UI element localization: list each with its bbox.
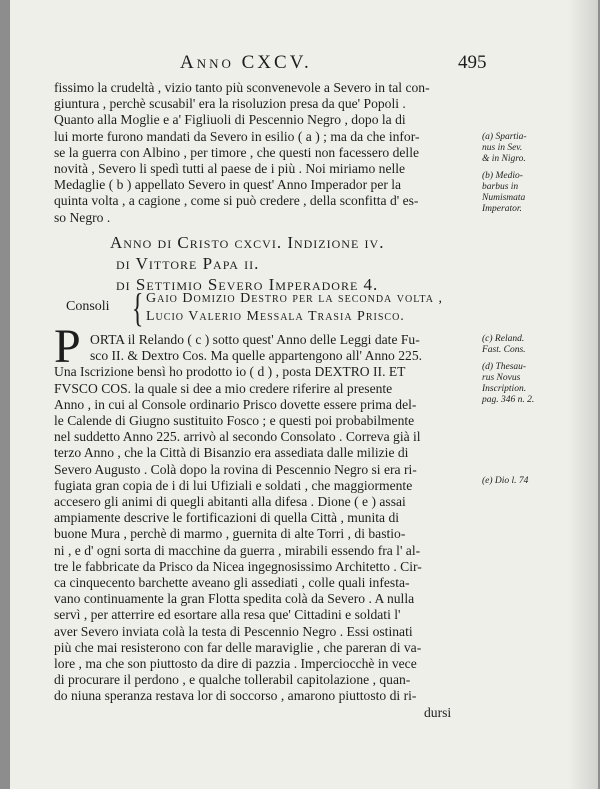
heading-line: Anno di Cristo cxcvi. Indizione iv. bbox=[110, 233, 385, 252]
main-paragraph bbox=[54, 332, 474, 721]
text-line: sco II. & Dextro Cos. Ma quelle appartengono all' Anno 225. bbox=[90, 348, 423, 364]
text-line: vano continuamente la gran Flotta spedita colà da Severo . A nulla bbox=[54, 591, 415, 607]
text-line: ORTA il Relando ( c ) sotto quest' Anno delle Leggi date Fu- bbox=[90, 332, 420, 347]
text-line: di procurare il perdono , e qualche tollerabil capitolazione , quan- bbox=[54, 672, 411, 688]
text-line: novità , Severo li spedì tutti al paese de i più . Noi miriamo nelle bbox=[54, 161, 406, 177]
drop-cap: P bbox=[54, 320, 81, 373]
margin-note: nus in Sev. bbox=[482, 143, 523, 153]
text-line: giuntura , perchè scusabil' era la risoluzion presa da que' Popoli . bbox=[54, 96, 406, 112]
text-line: Anno , in cui al Console ordinario Prisco dovette essere prima del- bbox=[54, 396, 417, 412]
book-page bbox=[10, 0, 598, 789]
heading-line: di Settimio Severo Imperadore 4. bbox=[116, 275, 379, 294]
text-line: lui morte furono mandati da Severo in esilio ( a ) ; ma da che infor- bbox=[54, 128, 420, 144]
text-line: buone Mura , perchè di marmo , guernita di alte Torri , di bastio- bbox=[54, 526, 406, 542]
margin-note: pag. 346 n. 2. bbox=[482, 395, 535, 405]
text-line: aver Severo inviata colà la testa di Pescennio Negro . Essi ostinati bbox=[54, 623, 413, 639]
text-line: do niuna speranza restava lor di soccorso , amarono piuttosto di ri- bbox=[54, 688, 417, 704]
text-line: ampiamente descrive le fortificazioni di quella Città , munita di bbox=[54, 510, 400, 526]
margin-note: rus Novus bbox=[482, 373, 521, 383]
margin-note: (b) Medio- bbox=[482, 171, 523, 181]
margin-note: Inscription. bbox=[482, 384, 527, 394]
consul-name: Lucio Valerio Messala Trasia Prisco. bbox=[146, 309, 405, 324]
text-line: Medaglie ( b ) appellato Severo in quest' Anno Imperador per la bbox=[54, 177, 402, 193]
top-paragraph bbox=[54, 80, 474, 226]
text-line: tre le fabbricate da Prisco da Nicea ingegnosissimo Architetto . Cir- bbox=[54, 558, 422, 574]
margin-note: & in Nigro. bbox=[482, 154, 526, 164]
text-line: se la guerra con Albino , per timore , che questi non facessero delle bbox=[54, 144, 420, 160]
consul-name: Gaio Domizio Destro per la seconda volta , bbox=[146, 291, 443, 306]
year-heading bbox=[110, 232, 510, 295]
margin-note: barbus in bbox=[482, 182, 519, 192]
page-edge-shadow bbox=[568, 0, 598, 789]
text-line: dursi bbox=[424, 704, 452, 720]
text-line: accesero gli animi di quegli abitanti alla difesa . Dione ( e ) assai bbox=[54, 494, 406, 510]
text-line: fissimo la crudeltà , vizio tanto più sconvenevole a Severo in tal con- bbox=[54, 80, 430, 95]
margin-note: Imperator. bbox=[482, 204, 522, 214]
brace-symbol: { bbox=[131, 285, 144, 330]
text-line: FVSCO COS. la quale si dee a mio credere riferire al presente bbox=[54, 380, 393, 396]
text-line: più che mai resisterono con far delle maraviglie , che pareran di va- bbox=[54, 639, 422, 655]
margin-note: (c) Reland. bbox=[482, 334, 525, 344]
consul-names bbox=[146, 290, 443, 326]
text-line: lore , ma che son piuttosto da dire di pazzia . Imperciocchè in vece bbox=[54, 656, 417, 672]
page-header bbox=[10, 52, 598, 76]
running-title: Anno CXCV. bbox=[180, 52, 312, 73]
text-line: quinta volta , a cagione , come si può credere , della sconfitta d' es- bbox=[54, 193, 419, 209]
consuls-label: Consoli bbox=[66, 299, 110, 314]
margin-note: Numismata bbox=[482, 193, 526, 203]
margin-note: Fast. Cons. bbox=[482, 345, 526, 355]
text-line: nel suddetto Anno 225. arrivò al secondo Consolato . Correva già il bbox=[54, 429, 421, 445]
text-line: terzo Anno , che la Città di Bisanzio era assediata dalle milizie di bbox=[54, 445, 409, 461]
text-line: Quanto alla Moglie e a' Figliuoli di Pescennio Negro , dopo la di bbox=[54, 112, 406, 128]
text-line: Una Iscrizione bensì ho prodotto io ( d ) , posta DEXTRO II. ET bbox=[54, 364, 406, 380]
text-line: fugiata gran copia de i di lui Ufiziali e soldati , che maggiormente bbox=[54, 477, 413, 493]
text-line: servì , per atterrire ed esortare alla resa que' Cittadini e soldati l' bbox=[54, 607, 401, 623]
margin-note: (a) Spartia- bbox=[482, 132, 527, 142]
margin-note: (e) Dio l. 74 bbox=[482, 476, 529, 486]
text-line: le Calende di Giugno sustituito Fosco ; e questi poi probabilmente bbox=[54, 413, 415, 429]
heading-line: di Vittore Papa ii. bbox=[116, 254, 260, 273]
margin-note: (d) Thesau- bbox=[482, 362, 527, 372]
page-number: 495 bbox=[458, 52, 487, 73]
text-line: Severo Augusto . Colà dopo la rovina di Pescennio Negro si era ri- bbox=[54, 461, 417, 477]
text-line: ni , e d' ogni sorta di macchine da guerra , mirabili essendo fra l' al- bbox=[54, 542, 421, 558]
text-line: so Negro . bbox=[54, 209, 111, 225]
text-line: ca cinquecento barchette aveano gli assediati , colle quali infesta- bbox=[54, 575, 410, 591]
